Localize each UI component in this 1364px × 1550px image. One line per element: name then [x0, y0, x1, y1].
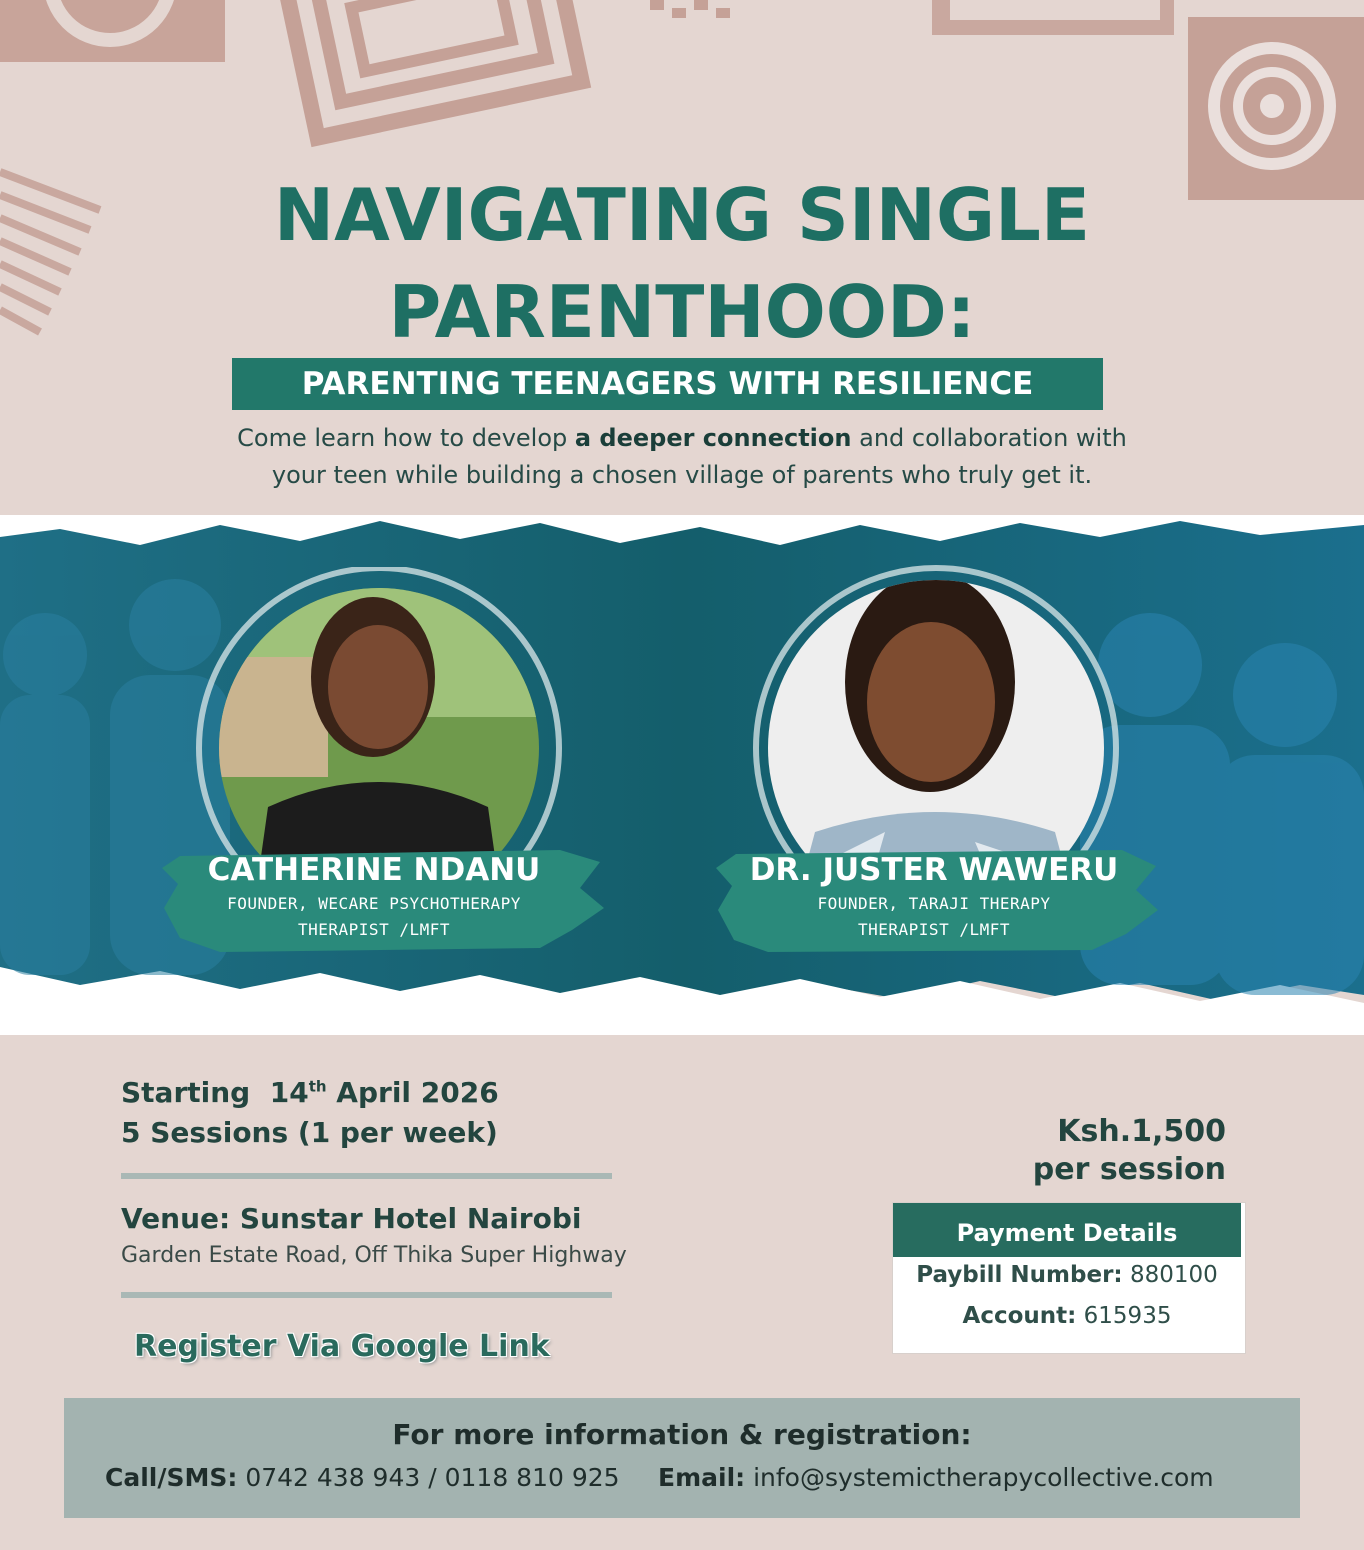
speaker-2-name: DR. JUSTER WAWERU: [749, 852, 1119, 888]
paybill-value: 880100: [1129, 1262, 1218, 1288]
intro-bold: a deeper connection: [574, 424, 852, 452]
start-day-suffix: th: [308, 1077, 327, 1096]
speaker-1-name: CATHERINE NDANU: [207, 852, 541, 888]
venue-label: Venue: Sunstar Hotel Nairobi: [121, 1202, 582, 1235]
speaker-1-role-line-2: THERAPIST /LMFT: [298, 920, 450, 939]
price-unit: per session: [1032, 1152, 1226, 1187]
title-line-2: PARENTHOOD:: [388, 270, 976, 354]
speaker-1-role-line-1: FOUNDER, WECARE PSYCHOTHERAPY: [227, 894, 521, 913]
account-line: [893, 1303, 1241, 1329]
start-label: Starting: [121, 1076, 251, 1109]
phone-label: Call/SMS:: [105, 1463, 238, 1492]
subtitle-banner: PARENTING TEENAGERS WITH RESILIENCE: [232, 358, 1103, 410]
intro-part-2: and collaboration with: [851, 424, 1127, 452]
phone-value[interactable]: 0742 438 943 / 0118 810 925: [245, 1463, 620, 1492]
start-day: 14: [269, 1076, 309, 1109]
account-value: 615935: [1083, 1303, 1172, 1329]
speaker-2-role-line-1: FOUNDER, TARAJI THERAPY: [817, 894, 1051, 913]
intro-line-2: your teen while building a chosen village of parents who truly get it.: [271, 461, 1093, 489]
price-amount: Ksh.1,500: [1057, 1114, 1226, 1149]
intro-part-1: Come learn how to develop: [237, 424, 575, 452]
contact-footer: [64, 1398, 1300, 1518]
paybill-label: Paybill Number:: [916, 1262, 1123, 1288]
payment-header: Payment Details: [893, 1203, 1241, 1257]
title-line-1: NAVIGATING SINGLE: [273, 173, 1091, 257]
speaker-2-role-line-2: THERAPIST /LMFT: [858, 920, 1010, 939]
sessions-count: 5 Sessions (1 per week): [121, 1116, 498, 1149]
footer-phone: [105, 1463, 620, 1492]
start-date: [121, 1076, 499, 1109]
paybill-line: [893, 1262, 1241, 1288]
account-label: Account:: [962, 1303, 1077, 1329]
venue-address: Garden Estate Road, Off Thika Super Highway: [121, 1243, 627, 1268]
email-label: Email:: [658, 1463, 746, 1492]
divider-1: [121, 1173, 612, 1179]
divider-2: [121, 1292, 612, 1298]
start-month-year: April 2026: [336, 1076, 499, 1109]
register-link[interactable]: Register Via Google Link: [134, 1329, 550, 1364]
intro-text: [120, 420, 1244, 494]
footer-email: [658, 1463, 1214, 1492]
email-value[interactable]: info@systemictherapycollective.com: [753, 1463, 1214, 1492]
footer-title: For more information & registration:: [392, 1418, 972, 1451]
